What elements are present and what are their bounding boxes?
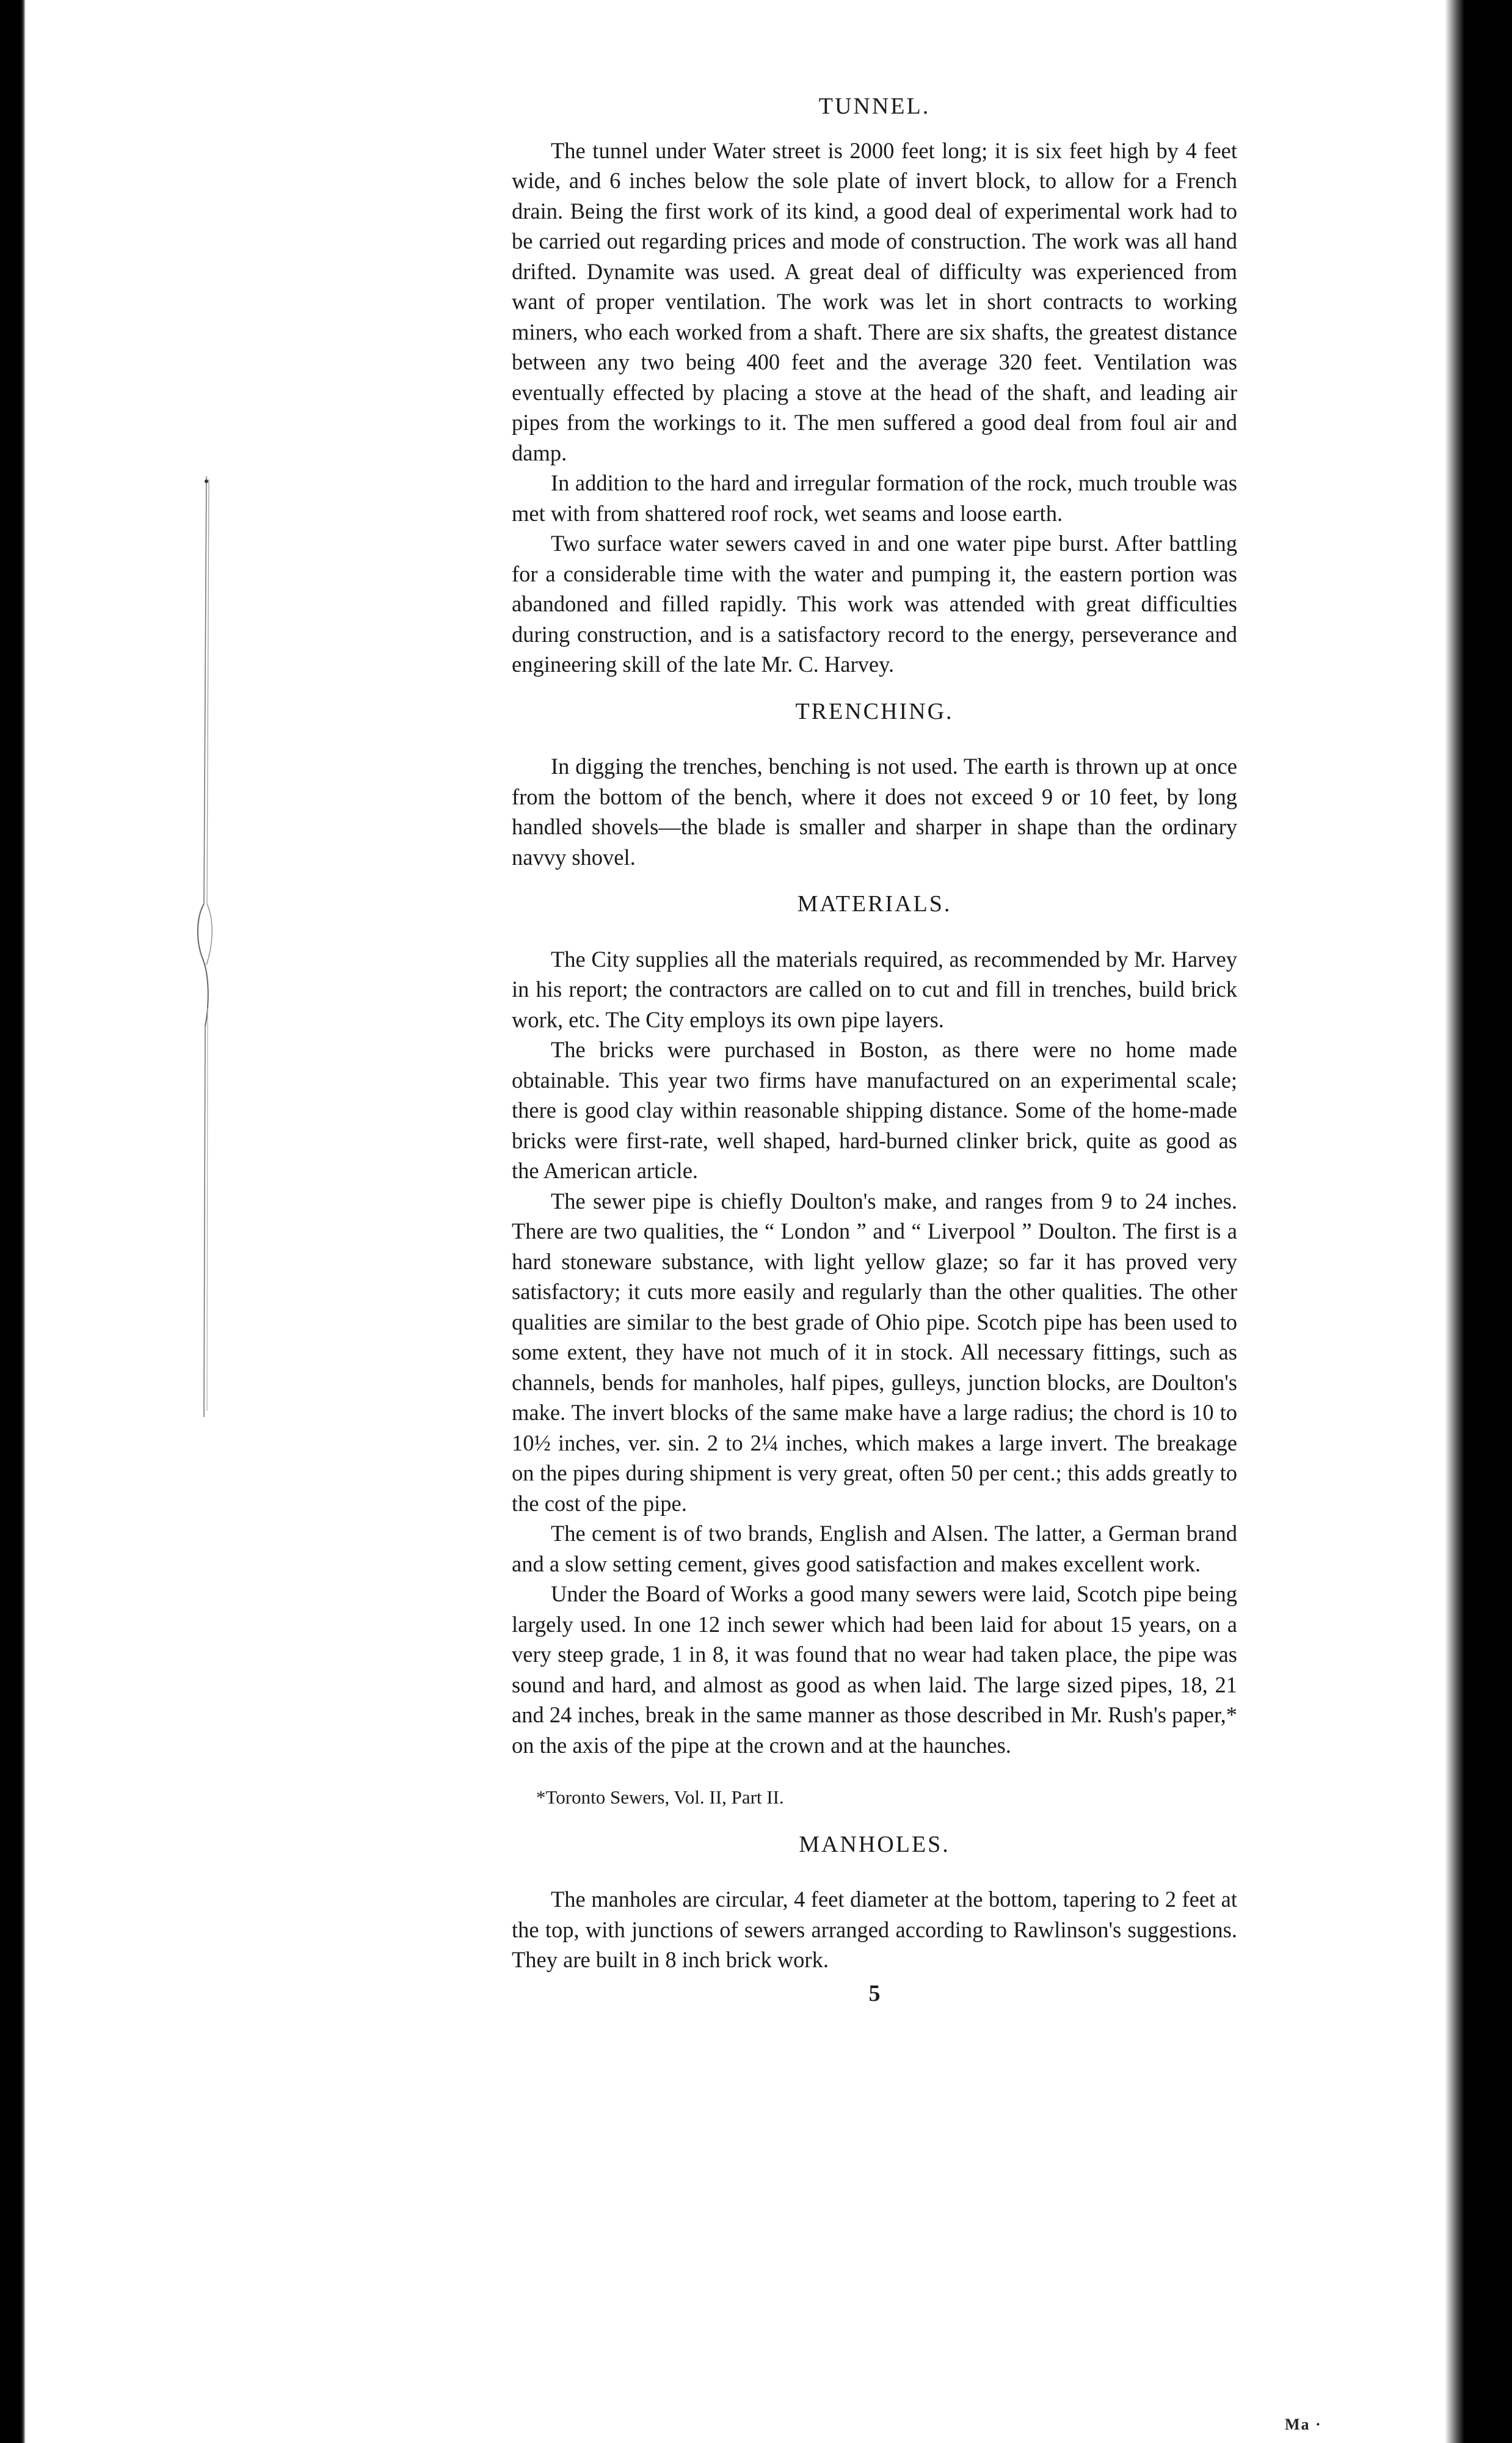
paragraph: The cement is of two brands, English and Alsen. The latter, a German brand and a slow setting cement, gives good satisfaction and makes excellent work. xyxy=(512,1521,1237,1576)
section-heading: TRENCHING. xyxy=(795,698,954,724)
scan-corner-mark: Ma · xyxy=(1285,2416,1322,2433)
section-tunnel xyxy=(512,92,1237,680)
section-manholes xyxy=(512,1830,1237,1975)
paragraph: Two surface water sewers caved in and one water pipe burst. After battling for a considerable time with the water and pumping it, the eastern portion was abandoned and filled rapidly. This work was attended with great difficulties during construction, and is a satisfactory record to the energy, perseverance and engineering skill of the late Mr. C. Harvey. xyxy=(512,531,1237,677)
paragraph: In digging the trenches, benching is not used. The earth is thrown up at once from the bottom of the bench, where it does not exceed 9 or 10 feet, by long handled shovels—the blade is smaller and sharper in shape than the ordinary navvy shovel. xyxy=(512,754,1237,870)
paragraph: The sewer pipe is chiefly Doulton's make, and ranges from 9 to 24 inches. There are two qualities, the “ London ” and “ Liverpool ” Doulton. The first is a hard stoneware substance, with light yellow glaze; so far it has proved very satisfactory; it cuts more easily and regularly than the other qualities. The other qualities are similar to the best grade of Ohio pipe. Scotch pipe has been used to some extent, they have not much of it in stock. All necessary fittings, such as channels, bends for manholes, half pipes, gulleys, junction blocks, are Doulton's make. The invert blocks of the same make have a large radius; the chord is 10 to 10½ inches, ver. sin. 2 to 2¼ inches, which makes a large invert. The breakage on the pipes during shipment is very great, often 50 per cent.; this adds greatly to the cost of the pipe. xyxy=(512,1188,1237,1516)
footnote: *Toronto Sewers, Vol. II, Part II. xyxy=(536,1786,784,1808)
section-materials xyxy=(512,889,1237,1813)
paragraph: The manholes are circular, 4 feet diameter at the bottom, tapering to 2 feet at the top, with junctions of sewers arranged according to Rawlinson's suggestions. They are built in 8 inch brick work. xyxy=(512,1887,1237,1972)
scan-border-left xyxy=(0,0,26,2443)
binding-thread-mark xyxy=(194,476,213,1417)
page-text-column xyxy=(512,92,1237,2009)
section-heading: MATERIALS. xyxy=(797,891,952,917)
page-number: 5 xyxy=(868,1980,881,2006)
paragraph: The City supplies all the materials required, as recommended by Mr. Harvey in his report; the contractors are called on to cut and fill in trenches, build brick work, etc. The City employs its own pipe layers. xyxy=(512,946,1237,1032)
paragraph: The bricks were purchased in Boston, as there were no home made obtainable. This year two firms have manufactured on an experimental scale; there is good clay within reasonable shipping distance. Some of the home-made bricks were first-rate, well shaped, hard-burned clinker brick, quite as good as the American article. xyxy=(512,1037,1237,1183)
scan-border-right xyxy=(1445,0,1512,2443)
paragraph: In addition to the hard and irregular formation of the rock, much trouble was met with from shattered roof rock, wet seams and loose earth. xyxy=(512,470,1237,526)
paragraph: The tunnel under Water street is 2000 feet long; it is six feet high by 4 feet wide, and 6 inches below the sole plate of invert block, to allow for a French drain. Being the first work of its kind, a good deal of experimental work had to be carried out regarding prices and mode of construction. The work was all hand drifted. Dynamite was used. A great deal of difficulty was experienced from want of proper ventilation. The work was let in short contracts to working miners, who each worked from a shaft. There are six shafts, the greatest distance between any two being 400 feet and the average 320 feet. Ventilation was eventually effected by placing a stove at the head of the shaft, and leading air pipes from the workings to it. The men suffered a good deal from foul air and damp. xyxy=(512,137,1237,465)
section-heading: MANHOLES. xyxy=(799,1831,950,1857)
section-heading: TUNNEL. xyxy=(818,93,931,119)
paragraph: Under the Board of Works a good many sewers were laid, Scotch pipe being largely used. In one 12 inch sewer which had been laid for about 15 years, on a very steep grade, 1 in 8, it was found that no wear had taken place, the pipe was sound and hard, and almost as good as when laid. The large sized pipes, 18, 21 and 24 inches, break in the same manner as those described in Mr. Rush's paper,* on the axis of the pipe at the crown and at the haunches. xyxy=(512,1581,1238,1758)
section-trenching xyxy=(512,697,1237,873)
